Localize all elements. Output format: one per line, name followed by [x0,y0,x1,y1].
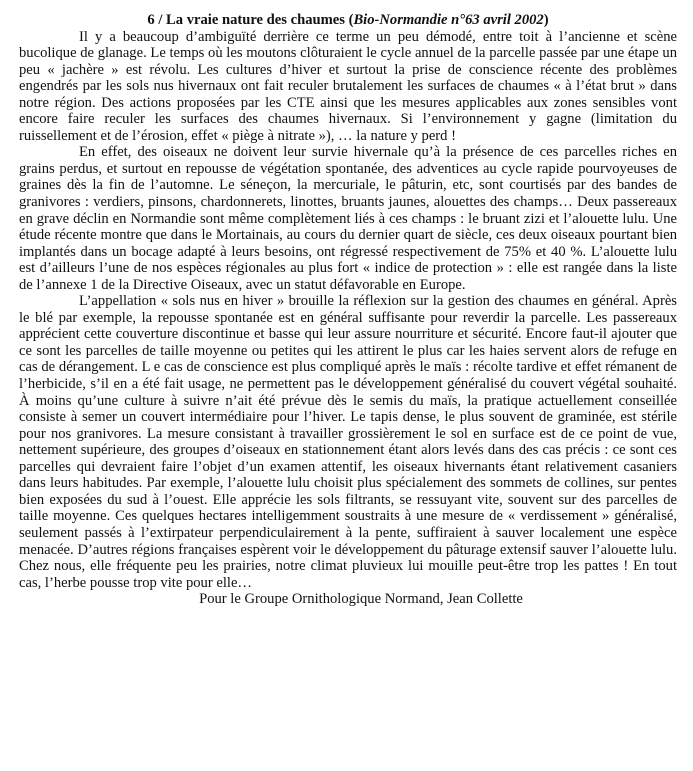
title-suffix: ) [543,12,549,28]
signature-line [19,591,677,608]
signature: Pour le Groupe Ornithologique Normand, Jean Collette [199,591,523,608]
paragraph-1: Il y a beaucoup d’ambiguïté derrière ce terme un peu démodé, entre toit à l’ancienne et scène bucolique de glanage. Le temps où les moutons clôturaient le cycle annuel de la parcelle passée par une étape un peu « jachère » est révolu. Les cultures d’hiver et surtout la prise de conscience récente des problèmes engendrés par les sols nus hivernaux ont fait reculer brutalement les surfaces de chaumes « à l’état brut » dans notre région. Des actions proposées par les CTE ainsi que les mesures applicables aux zones sensibles vont encore faire reculer les surfaces des chaumes hivernaux. Si l’environnement y gagne (limitation du ruissellement et de l’érosion, effet « piège à nitrate »), … la nature y perd ! [19,28,677,144]
article-title [19,12,677,29]
title-source: Bio-Normandie n°63 avril 2002 [353,12,544,28]
paragraph-2: En effet, des oiseaux ne doivent leur survie hivernale qu’à la présence de ces parcelles riches en grains perdus, et surtout en repousse de végétation spontanée, des adventices au cycle rapide pourvoyeuses de graines dès la fin de l’automne. Le séneçon, la mercuriale, le pâturin, etc, sont courtisés par des bandes de granivores : verdiers, pinsons, chardonnerets, linottes, bruants jaunes, alouettes des champs… Deux passereaux en grave déclin en Normandie sont même complètement liés à ces champs : le bruant zizi et l’alouette lulu. Une étude récente montre que dans le Mortainais, au cours du dernier quart de siècle, ces deux oiseaux pourtant bien implantés dans un bocage adapté à leurs besoins, ont régressé respectivement de 75% et 40 %. L’alouette lulu est d’ailleurs l’une de nos espèces régionales au plus fort « indice de protection » : elle est rangée dans la liste de l’annexe 1 de la Directive Oiseaux, avec un statut défavorable en Europe. [19,144,677,293]
paragraph-3: L’appellation « sols nus en hiver » brouille la réflexion sur la gestion des chaumes en général. Après le blé par exemple, la repousse spontanée est en général suffisante pour reverdir la parcelle. Les passereaux apprécient cette couverture discontinue et basse qui leur assure nourriture et sécurité. Encore faut-il ajouter que ce sont les parcelles de taille moyenne ou petites qui les attirent le plus car les haies servent alors de refuge en cas de dérangement. L e cas de conscience est plus compliqué après le maïs : récolte tardive et effet rémanent de l’herbicide, s’il en a été fait usage, ne permettent pas le développement généralisé du couvert végétal souhaité. À moins qu’une culture à suivre n’ait été prévue dès le semis du maïs, la pratique actuellement conseillée consiste à semer un couvert intermédiaire pour l’hiver. Le tapis dense, le plus souvent de graminée, est stérile pour nos granivores. La mesure consistant à travailler grossièrement le sol en surface est de ce point de vue, nettement supérieure, des groupes d’oiseaux en stationnement étant alors levés dans des cas précis : ce sont ces parcelles qui devraient faire l’objet d’un examen attentif, les oiseaux hivernants étant relativement casaniers dans leurs habitudes. Par exemple, l’alouette lulu choisit plus spécialement des sommets de collines, sur pentes bien exposées du sud à l’ouest. Elle apprécie les sols filtrants, se ressuyant vite, souvent sur des parcelles de taille moyenne. Ces quelques hectares intelligemment soustraits à une mesure de « verdissement » généralisé, seulement passés à l’extirpateur perpendiculairement à la pente, suffiraient à sauver localement une espèce menacée. D’autres régions françaises espèrent voir le développement du pâturage extensif sauver l’alouette lulu. Chez nous, elle fréquente peu les prairies, notre climat pluvieux lui mouille peut-être trop les pattes ! En tout cas, l’herbe pousse trop vite pour elle… [19,293,677,591]
title-prefix: 6 / La vraie nature des chaumes ( [147,12,354,28]
article [19,12,677,608]
